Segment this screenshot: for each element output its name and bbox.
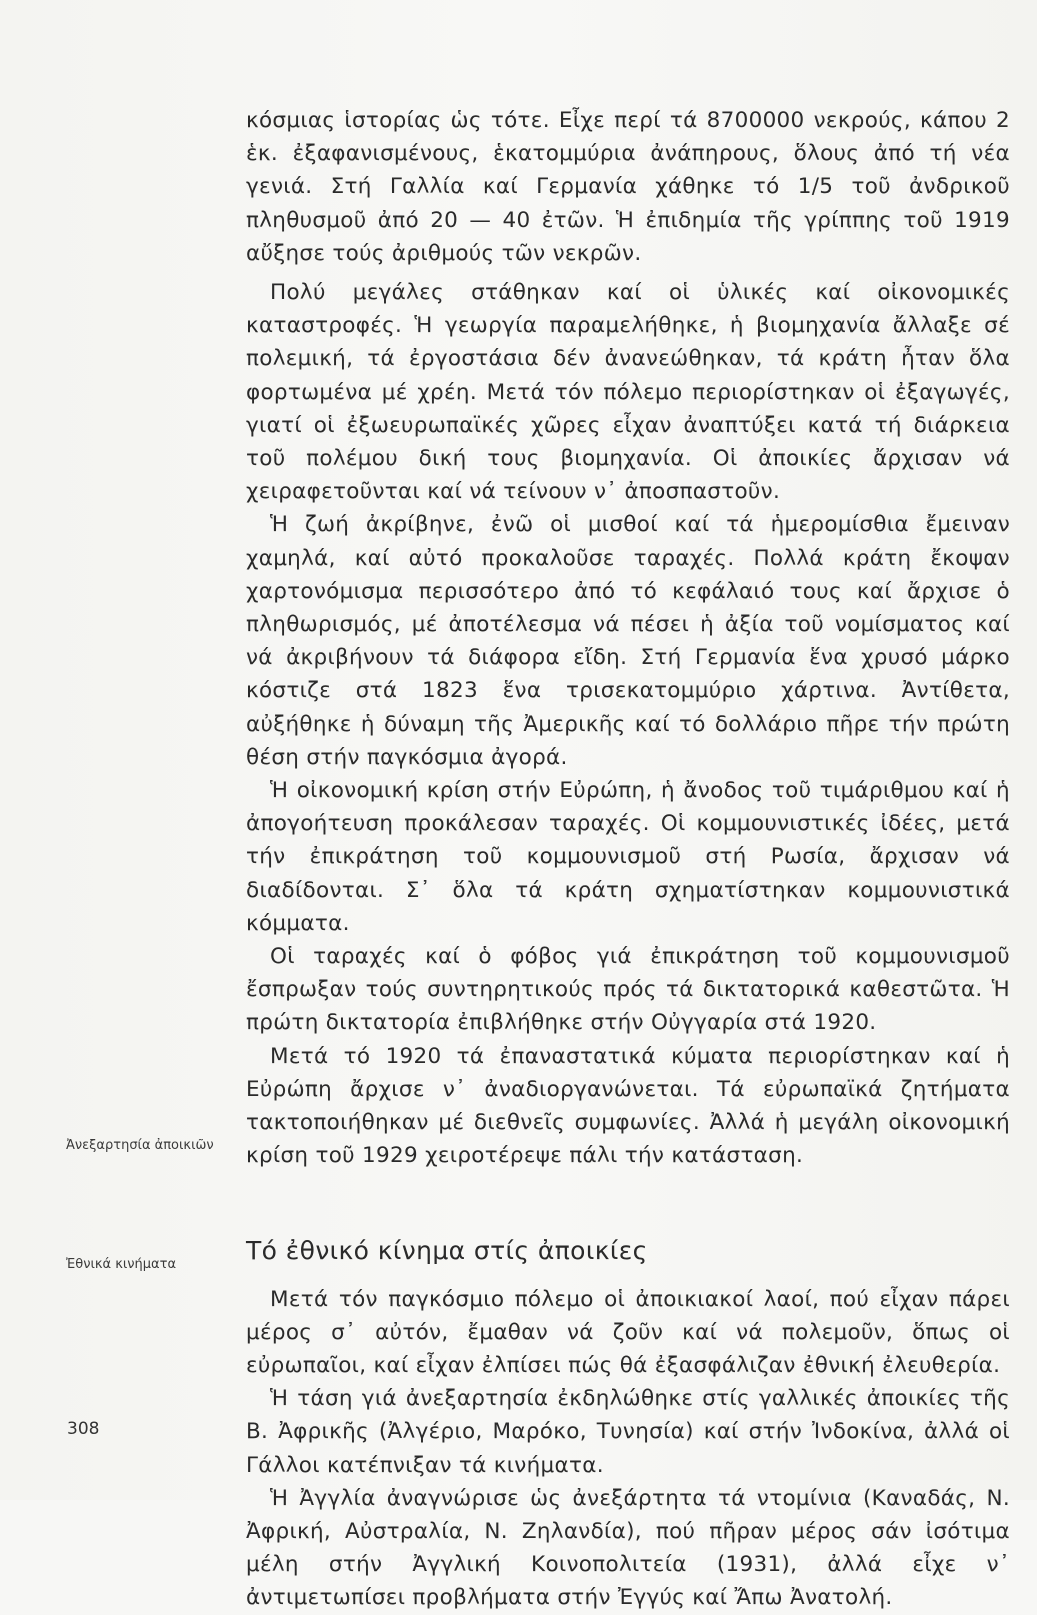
body-paragraph: Ἡ τάση γιά ἀνεξαρτησία ἐκδηλώθηκε στίς γαλλικές ἀποικίες τῆς Β. Ἀφρικῆς (Ἀλγέριο, Μαρόκο, Τυνησία) καί στήν Ἰνδοκίνα, ἀλλά οἱ Γάλλοι κατέπνιξαν τά κινήματα. <box>246 1386 1010 1478</box>
page-number: 308 <box>67 1419 100 1439</box>
body-paragraph: Ἡ ζωή ἀκρίβηνε, ἐνῶ οἱ μισθοί καί τά ἡμερομίσθια ἔμειναν χαμηλά, καί αὐτό προκαλοῦσε ταραχές. Πολλά κράτη ἔκοψαν χαρτονόμισμα περισσότερο ἀπό τό κεφάλαιό τους καί ἄρχισε ὁ πληθωρισμός, μέ ἀποτέλεσμα νά πέσει ἡ ἀξία τοῦ νομίσματος καί νά ἀκριβήνουν τά διάφορα εἴδη. Στή Γερμανία ἕνα χρυσό μάρκο κόστιζε στά 1823 ἕνα τρισεκατομμύριο χάρτινα. Ἀντίθετα, αὐξήθηκε ἡ δύναμη τῆς Ἀμερικῆς καί τό δολλάριο πῆρε τήν πρώτη θέση στήν παγκόσμια ἀγορά. <box>246 512 1010 770</box>
body-paragraph: Ἡ Ἀγγλία ἀναγνώρισε ὡς ἀνεξάρτητα τά ντομίνια (Καναδάς, Ν. Ἀφρική, Αὐστραλία, Ν. Ζηλανδία), πού πῆραν μέρος σάν ἰσότιμα μέλη στήν Ἀγγλική Κοινοπολιτεία (1931), ἀλλά εἶχε ν᾿ ἀντιμετωπίσει προβλήματα στήν Ἐγγύς καί Ἄπω Ἀνατολή. <box>246 1485 1010 1611</box>
margin-note-national-movements: Ἐθνικά κινήματα <box>66 1257 177 1272</box>
body-paragraph: Οἱ ταραχές καί ὁ φόβος γιά ἐπικράτηση τοῦ κομμουνισμοῦ ἔσπρωξαν τούς συντηρητικούς πρός τά δικτατορικά καθεστῶτα. Ἡ πρώτη δικτατορία ἐπιβλήθηκε στήν Οὐγγαρία στά 1920. <box>246 944 1010 1036</box>
body-paragraph: κόσμιας ἱστορίας ὡς τότε. Εἶχε περί τά 8700000 νεκρούς, κάπου 2 ἑκ. ἐξαφανισμένους, ἑκατομμύρια ἀνάπηρους, ὅλους ἀπό τή νέα γενιά. Στή Γαλλία καί Γερμανία χάθηκε τό 1/5 τοῦ ἀνδρικοῦ πληθυσμοῦ ἀπό 20 — 40 ἐτῶν. Ἡ ἐπιδημία τῆς γρίππης τοῦ 1919 αὔξησε τούς ἀριθμούς τῶν νεκρῶν. <box>246 108 1010 266</box>
body-paragraph: Ἡ οἰκονομική κρίση στήν Εὐρώπη, ἡ ἄνοδος τοῦ τιμάριθμου καί ἡ ἀπογοήτευση προκάλεσαν ταραχές. Οἱ κομμουνιστικές ἰδέες, μετά τήν ἐπικράτηση τοῦ κομμουνισμοῦ στή Ρωσία, ἄρχισαν νά διαδίδονται. Σ᾿ ὅλα τά κράτη σχηματίστηκαν κομμουνιστικά κόμματα. <box>246 778 1010 936</box>
body-paragraph: Μετά τό 1920 τά ἐπαναστατικά κύματα περιορίστηκαν καί ἡ Εὐρώπη ἄρχισε ν᾿ ἀναδιοργανώνεται. Τά εὐρωπαϊκά ζητήματα τακτοποιήθηκαν μέ διεθνεῖς συμφωνίες. Ἀλλά ἡ μεγάλη οἰκονομική κρίση τοῦ 1929 χειροτέρεψε πάλι τήν κατάσταση. <box>246 1043 1010 1169</box>
main-text-column <box>246 104 1010 1615</box>
body-paragraph: Πολύ μεγάλες στάθηκαν καί οἱ ὑλικές καί οἰκονομικές καταστροφές. Ἡ γεωργία παραμελήθηκε, ἡ βιομηχανία ἄλλαξε σέ πολεμική, τά ἐργοστάσια δέν ἀνανεώθηκαν, τά κράτη ἦταν ὅλα φορτωμένα μέ χρέη. Μετά τόν πόλεμο περιορίστηκαν οἱ ἐξαγωγές, γιατί οἱ ἐξωευρωπαϊκές χῶρες εἶχαν ἀναπτύξει κατά τή διάρκεια τοῦ πολέμου δική τους βιομηχανία. Οἱ ἀποικίες ἄρχισαν νά χειραφετοῦνται καί νά τείνουν ν᾿ ἀποσπαστοῦν. <box>246 280 1010 505</box>
section-heading: Τό ἐθνικό κίνημα στίς ἀποικίες <box>246 1235 648 1265</box>
margin-note-independence: Ἀνεξαρτησία ἀποικιῶν <box>66 1138 214 1153</box>
body-paragraph: Μετά τόν παγκόσμιο πόλεμο οἱ ἀποικιακοί λαοί, πού εἶχαν πάρει μέρος σ᾿ αὐτόν, ἔμαθαν νά ζοῦν καί νά πολεμοῦν, ὅπως οἱ εὐρωπαῖοι, καί εἶχαν ἐλπίσει πώς θά ἐξασφάλιζαν ἐθνική ἐλευθερία. <box>246 1286 1010 1378</box>
